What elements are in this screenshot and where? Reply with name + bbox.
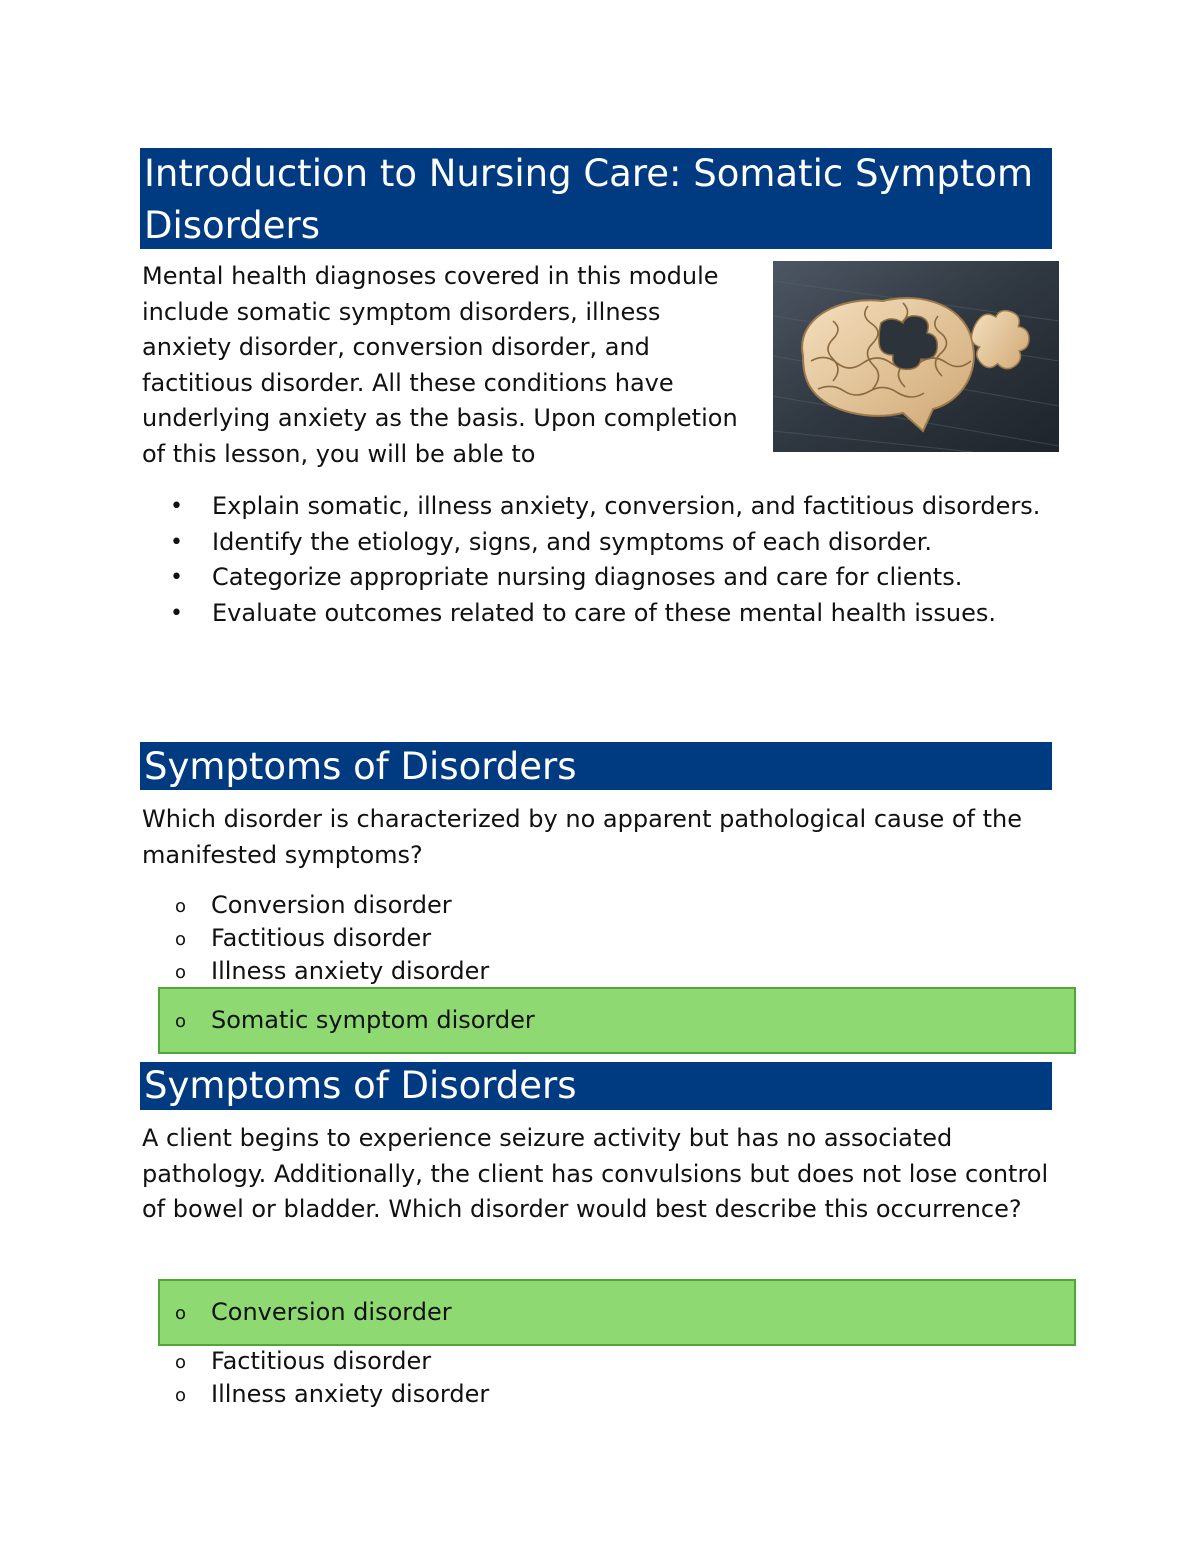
brain-puzzle-image (773, 261, 1059, 452)
answer-option: o Illness anxiety disorder (175, 1378, 489, 1412)
learning-objectives-list (142, 489, 1042, 631)
section-heading-intro: Introduction to Nursing Care: Somatic Symptom Disorders (140, 148, 1052, 249)
answer-option: o Illness anxiety disorder (175, 955, 489, 989)
option-marker-icon: o (175, 896, 187, 917)
list-item: • Categorize appropriate nursing diagnoses and care for clients. (142, 560, 1042, 596)
bullet-icon: • (170, 529, 183, 555)
option-marker-icon: o (175, 1303, 187, 1324)
answer-option: o Conversion disorder (175, 889, 452, 923)
answer-option: o Factitious disorder (175, 922, 431, 956)
intro-paragraph: Mental health diagnoses covered in this module include somatic symptom disorders, illness anxiety disorder, conversion disorder, and factitious disorder. All these conditions have underlying anxiety as the basis. Upon completion of this lesson, you will be able to (142, 262, 738, 468)
list-item: • Identify the etiology, signs, and symptoms of each disorder. (142, 525, 1042, 561)
bullet-icon: • (170, 494, 183, 519)
bullet-icon: • (170, 600, 183, 626)
correct-answer-highlight (158, 1279, 1076, 1346)
answer-option: o Factitious disorder (175, 1345, 431, 1379)
section-heading-symptoms-2: Symptoms of Disorders (140, 1062, 1052, 1110)
bullet-icon: • (170, 565, 183, 591)
answer-option-correct: o Somatic symptom disorder (175, 1004, 535, 1038)
list-item: • Evaluate outcomes related to care of these mental health issues. (142, 596, 1042, 632)
option-marker-icon: o (175, 1011, 187, 1032)
option-marker-icon: o (175, 1385, 187, 1406)
section-heading-symptoms-1: Symptoms of Disorders (140, 742, 1052, 790)
question-text: Which disorder is characterized by no apparent pathological cause of the manifested symptoms? (142, 805, 1022, 869)
question-text: A client begins to experience seizure activity but has no associated pathology. Additionally, the client has convulsions but does not lose control of bowel or bladder. Which disorder would best describe this occurrence? (142, 1124, 1049, 1224)
list-item: • Explain somatic, illness anxiety, conversion, and factitious disorders. (142, 489, 1042, 525)
answer-option-correct: o Conversion disorder (175, 1296, 452, 1330)
correct-answer-highlight (158, 987, 1076, 1054)
option-marker-icon: o (175, 962, 187, 983)
option-marker-icon: o (175, 929, 187, 950)
option-marker-icon: o (175, 1352, 187, 1373)
